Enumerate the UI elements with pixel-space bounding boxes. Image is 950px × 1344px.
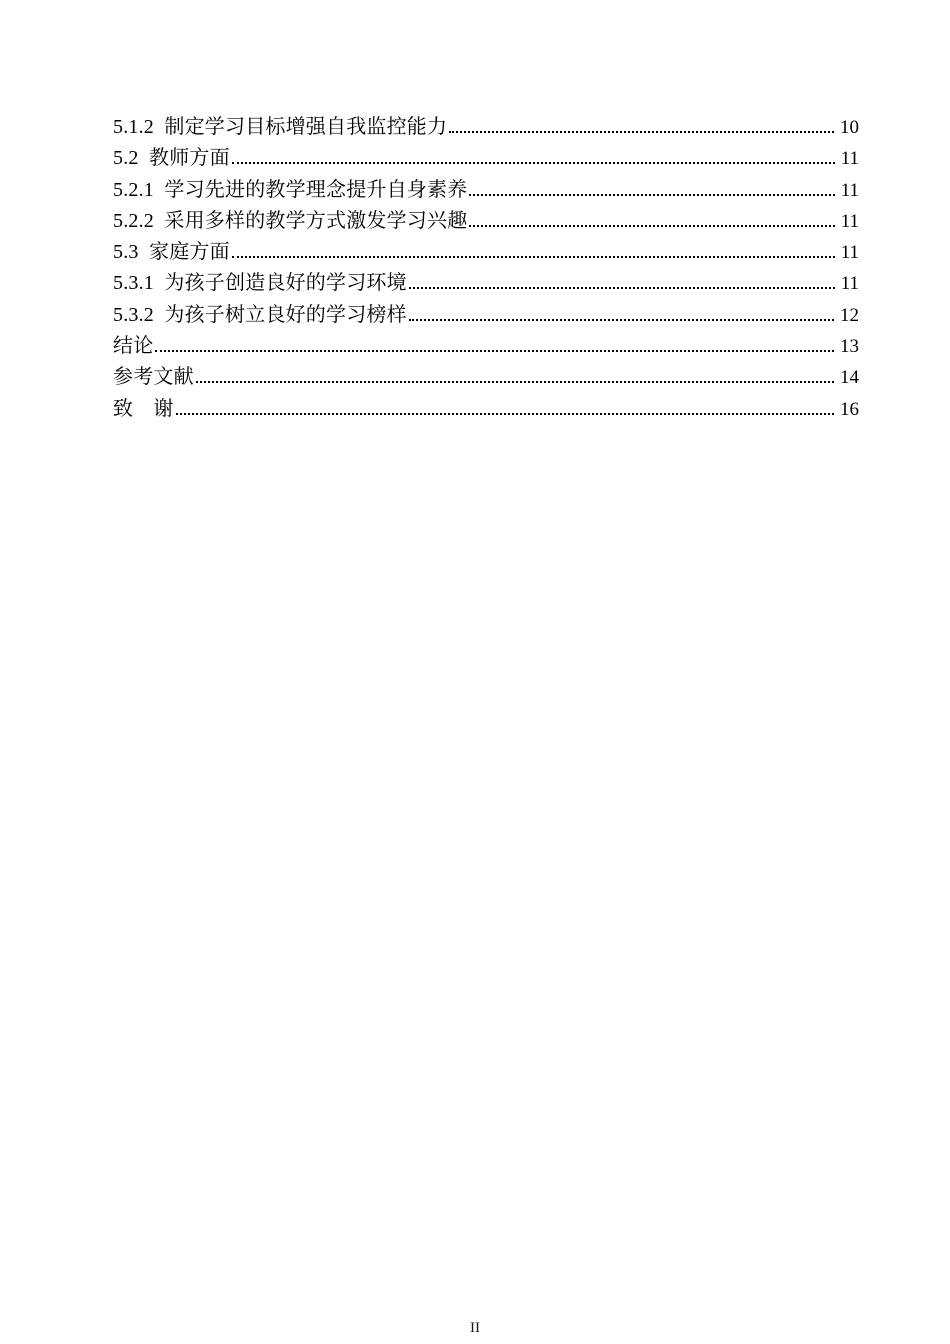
- toc-entry-page-number: 11: [840, 242, 859, 264]
- toc-entry[interactable]: [113, 237, 859, 268]
- toc-entry-page-number: 11: [840, 148, 859, 170]
- dot-leader: [469, 194, 834, 196]
- toc-entry-label: 致 谢: [113, 397, 174, 420]
- toc-entry-label: 5.2.2 采用多样的教学方式激发学习兴趣: [113, 209, 468, 232]
- toc-entry-page-number: 14: [840, 367, 859, 389]
- dot-leader: [469, 225, 834, 227]
- dot-leader: [409, 287, 835, 289]
- toc-entry[interactable]: [113, 112, 859, 143]
- dot-leader: [155, 350, 834, 352]
- toc-entry-label: 5.3.1 为孩子创造良好的学习环境: [113, 272, 407, 295]
- table-of-contents: [113, 112, 859, 425]
- dot-leader: [176, 413, 834, 415]
- dot-leader: [232, 162, 835, 164]
- toc-entry-label: 5.2 教师方面: [113, 147, 230, 170]
- toc-entry-page-number: 12: [840, 304, 859, 326]
- toc-entry-page-number: 11: [840, 210, 859, 232]
- toc-entry-page-number: 10: [840, 117, 859, 138]
- toc-entry[interactable]: [113, 331, 859, 362]
- toc-entry-page-number: 11: [840, 179, 859, 201]
- dot-leader: [232, 256, 835, 258]
- toc-entry-label: 5.3 家庭方面: [113, 241, 230, 264]
- toc-entry-label: 结论: [113, 335, 154, 358]
- page-footer: [0, 1320, 950, 1337]
- dot-leader: [196, 381, 834, 383]
- toc-entry[interactable]: [113, 206, 859, 237]
- dot-leader: [449, 131, 834, 133]
- toc-entry[interactable]: [113, 362, 859, 393]
- toc-entry-label: 5.1.2 制定学习目标增强自我监控能力: [113, 116, 448, 138]
- toc-entry[interactable]: [113, 143, 859, 174]
- toc-entry-page-number: 16: [840, 398, 859, 420]
- footer-page-number: II: [470, 1320, 480, 1336]
- toc-entry-label: 5.2.1 学习先进的教学理念提升自身素养: [113, 178, 468, 201]
- toc-entry-label: 5.3.2 为孩子树立良好的学习榜样: [113, 303, 407, 326]
- toc-entry-label: 参考文献: [113, 366, 194, 389]
- toc-entry[interactable]: [113, 175, 859, 206]
- toc-entry[interactable]: [113, 268, 859, 299]
- toc-entry[interactable]: [113, 300, 859, 331]
- dot-leader: [409, 319, 834, 321]
- toc-entry[interactable]: [113, 394, 859, 425]
- toc-entry-page-number: 11: [840, 273, 859, 295]
- toc-entry-page-number: 13: [840, 336, 859, 358]
